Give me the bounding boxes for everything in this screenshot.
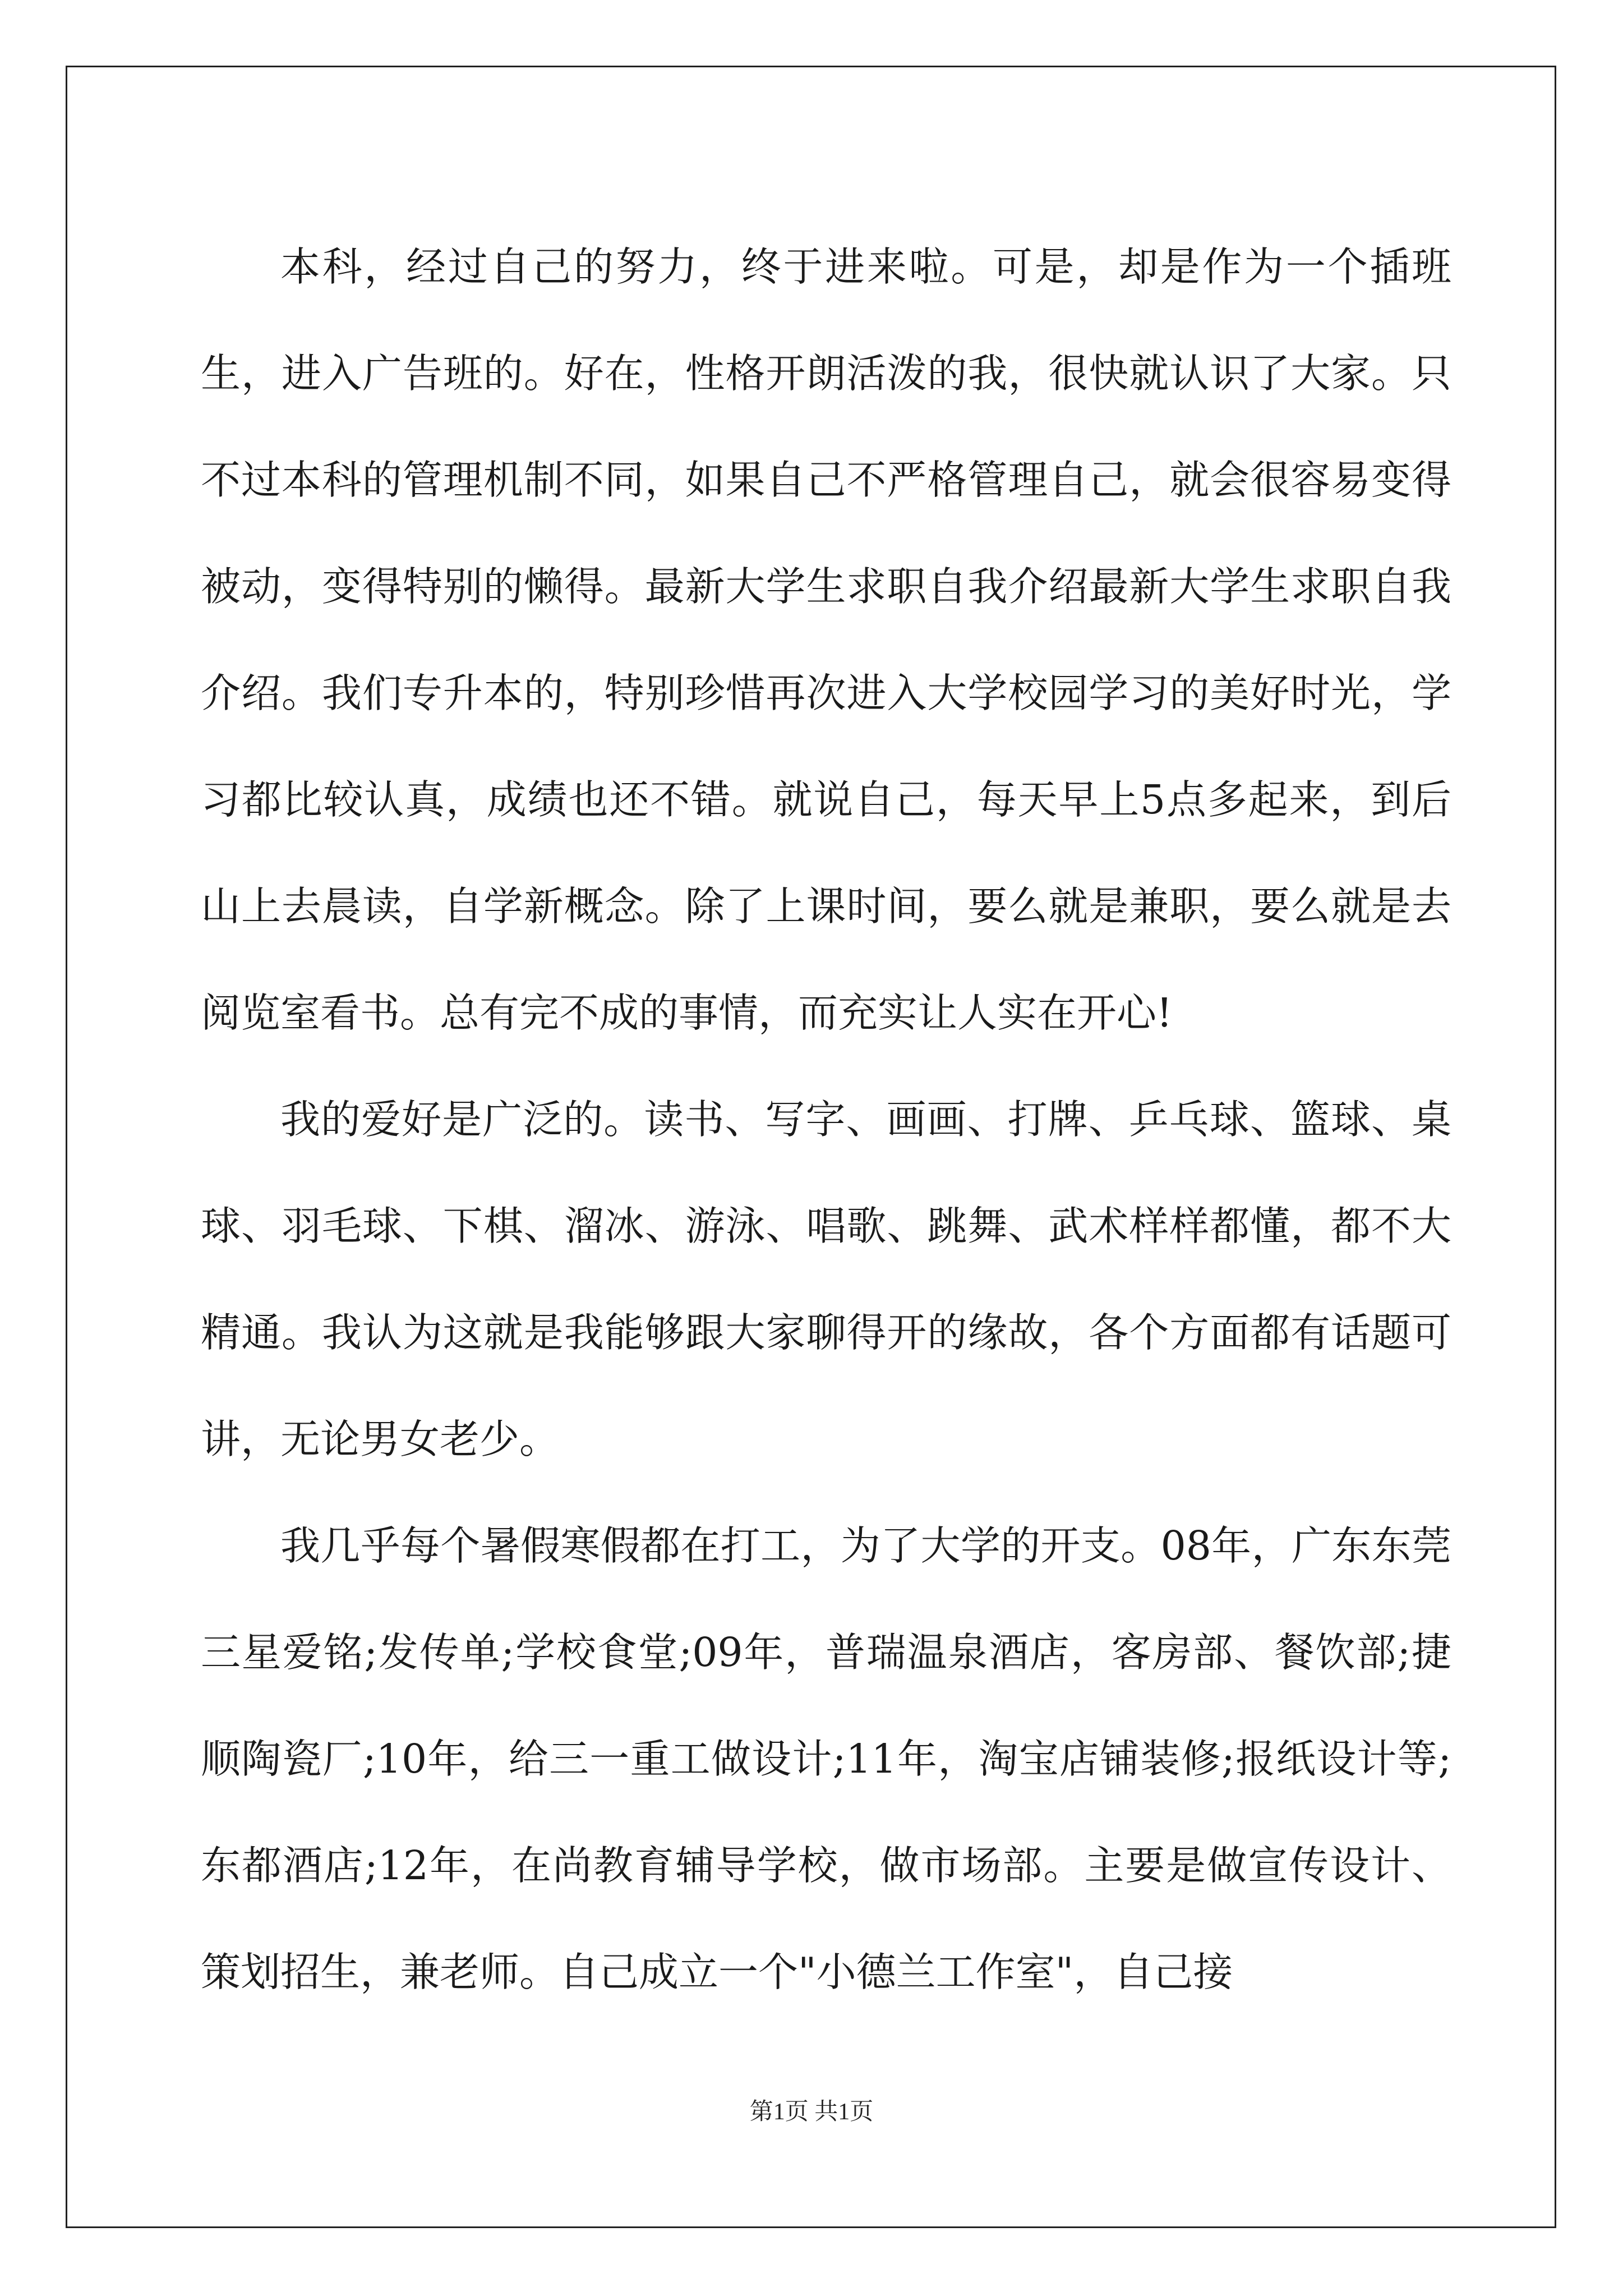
paragraph-1: 本科，经过自己的努力，终于进来啦。可是，却是作为一个插班生，进入广告班的。好在，性格开朗活泼的我，很快就认识了大家。只不过本科的管理机制不同，如果自己不严格管理自己，就会很容易变得被动，变得特别的懒得。最新大学生求职自我介绍最新大学生求职自我介绍。我们专升本的，特别珍惜再次进入大学校园学习的美好时光，学习都比较认真，成绩也还不错。就说自己，每天早上5点多起来，到后山上去晨读，自学新概念。除了上课时间，要么就是兼职，要么就是去阅览室看书。总有完不成的事情，而充实让人实在开心! [201, 243, 1451, 1036]
page-number-footer: 第1页 共1页 [749, 2099, 874, 2125]
paragraph-3: 我几乎每个暑假寒假都在打工，为了大学的开支。08年，广东东莞三星爱铭;发传单;学校食堂;09年，普瑞温泉酒店，客房部、餐饮部;捷顺陶瓷厂;10年，给三一重工做设计;11年，淘宝店铺装修;报纸设计等;东都酒店;12年，在尚教育辅导学校，做市场部。主要是做宣传设计、策划招生，兼老师。自己成立一个"小德兰工作室"，自己接 [201, 1522, 1452, 1995]
paragraph-2: 我的爱好是广泛的。读书、写字、画画、打牌、乒乓球、篮球、桌球、羽毛球、下棋、溜冰、游泳、唱歌、跳舞、武术样样都懂，都不大精通。我认为这就是我能够跟大家聊得开的缘故，各个方面都有话题可讲，无论男女老少。 [201, 1096, 1451, 1462]
document-body [201, 214, 1451, 2026]
